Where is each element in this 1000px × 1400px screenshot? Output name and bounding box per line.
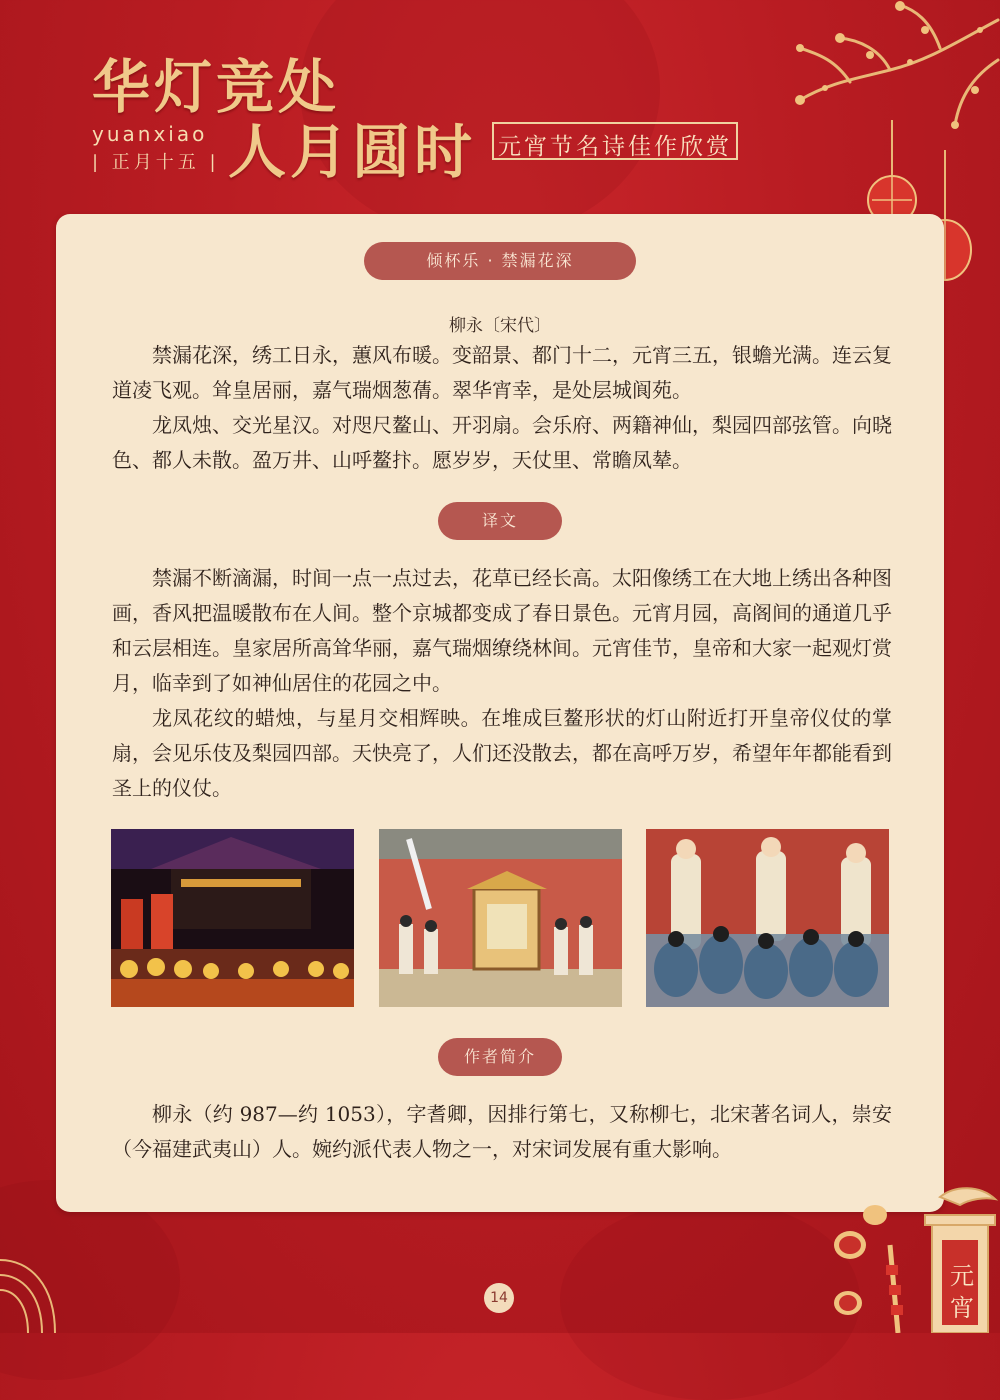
background-lantern-shape — [560, 1200, 860, 1400]
photo-court-figures-painting — [646, 829, 889, 1007]
translation-paragraph: 禁漏不断滴漏，时间一点一点过去，花草已经长高。太阳像绣工在大地上绣出各种图画，香风把温暖散布在人间。整个京城都变成了春日景色。元宵月园，高阁间的通道几乎和云层相连。皇家居所高耸华丽，嘉气瑞烟缭绕林间。元宵佳节，皇帝和大家一起观灯赏月，临幸到了如神仙居住的花园之中。 — [112, 566, 892, 695]
content-card — [56, 214, 944, 1212]
page-number: 14 — [484, 1283, 514, 1313]
photo-night-lantern-performance — [111, 829, 354, 1007]
subtitle-box — [492, 122, 738, 160]
poem-author: 柳永〔宋代〕 — [449, 316, 551, 336]
translation-paragraph: 龙凤花纹的蜡烛，与星月交相辉映。在堆成巨鳌形状的灯山附近打开皇帝仪仗的掌扇，会见乐伎及梨园四部。天快亮了，人们还没散去，都在高呼万岁，希望年年都能看到圣上的仪仗。 — [112, 706, 892, 800]
poem-text — [112, 338, 892, 478]
pinyin-label: yuanxiao — [92, 122, 208, 146]
translation-badge: 译文 — [438, 502, 562, 540]
poem-title-badge: 倾杯乐 · 禁漏花深 — [364, 242, 636, 280]
translation-text — [112, 561, 892, 806]
photo-palace-sedan-painting — [379, 829, 622, 1007]
author-intro-paragraph: 柳永（约 987—约 1053），字耆卿，因排行第七，又称柳七，北宋著名词人，崇安（今福建武夷山）人。婉约派代表人物之一，对宋词发展有重大影响。 — [112, 1102, 892, 1161]
author-intro-badge: 作者简介 — [438, 1038, 562, 1076]
poem-paragraph: 龙凤烛、交光星汉。对咫尺鳌山、开羽扇。会乐府、两籍神仙，梨园四部弦管。向晓色、都人未散。盈万井、山呼鳌抃。愿岁岁，天仗里、常瞻凤辇。 — [112, 413, 892, 472]
wave-decoration — [0, 1240, 80, 1333]
main-title-line1: 华灯竞处 — [92, 53, 341, 121]
main-title-line2: 人月圆时 — [228, 118, 477, 186]
lantern-char-1: 元 — [950, 1262, 974, 1290]
lantern-char-2: 宵 — [950, 1294, 974, 1322]
author-intro-text — [112, 1097, 892, 1167]
subtitle-text: 元宵节名诗佳作欣赏 — [498, 134, 732, 160]
poem-paragraph: 禁漏花深，绣工日永，蕙风布暖。变韶景、都门十二，元宵三五，银蟾光满。连云复道凌飞观。耸皇居丽，嘉气瑞烟葱蒨。翠华宵幸，是处层城阆苑。 — [112, 343, 892, 402]
date-label: | 正月十五 | — [92, 152, 220, 173]
